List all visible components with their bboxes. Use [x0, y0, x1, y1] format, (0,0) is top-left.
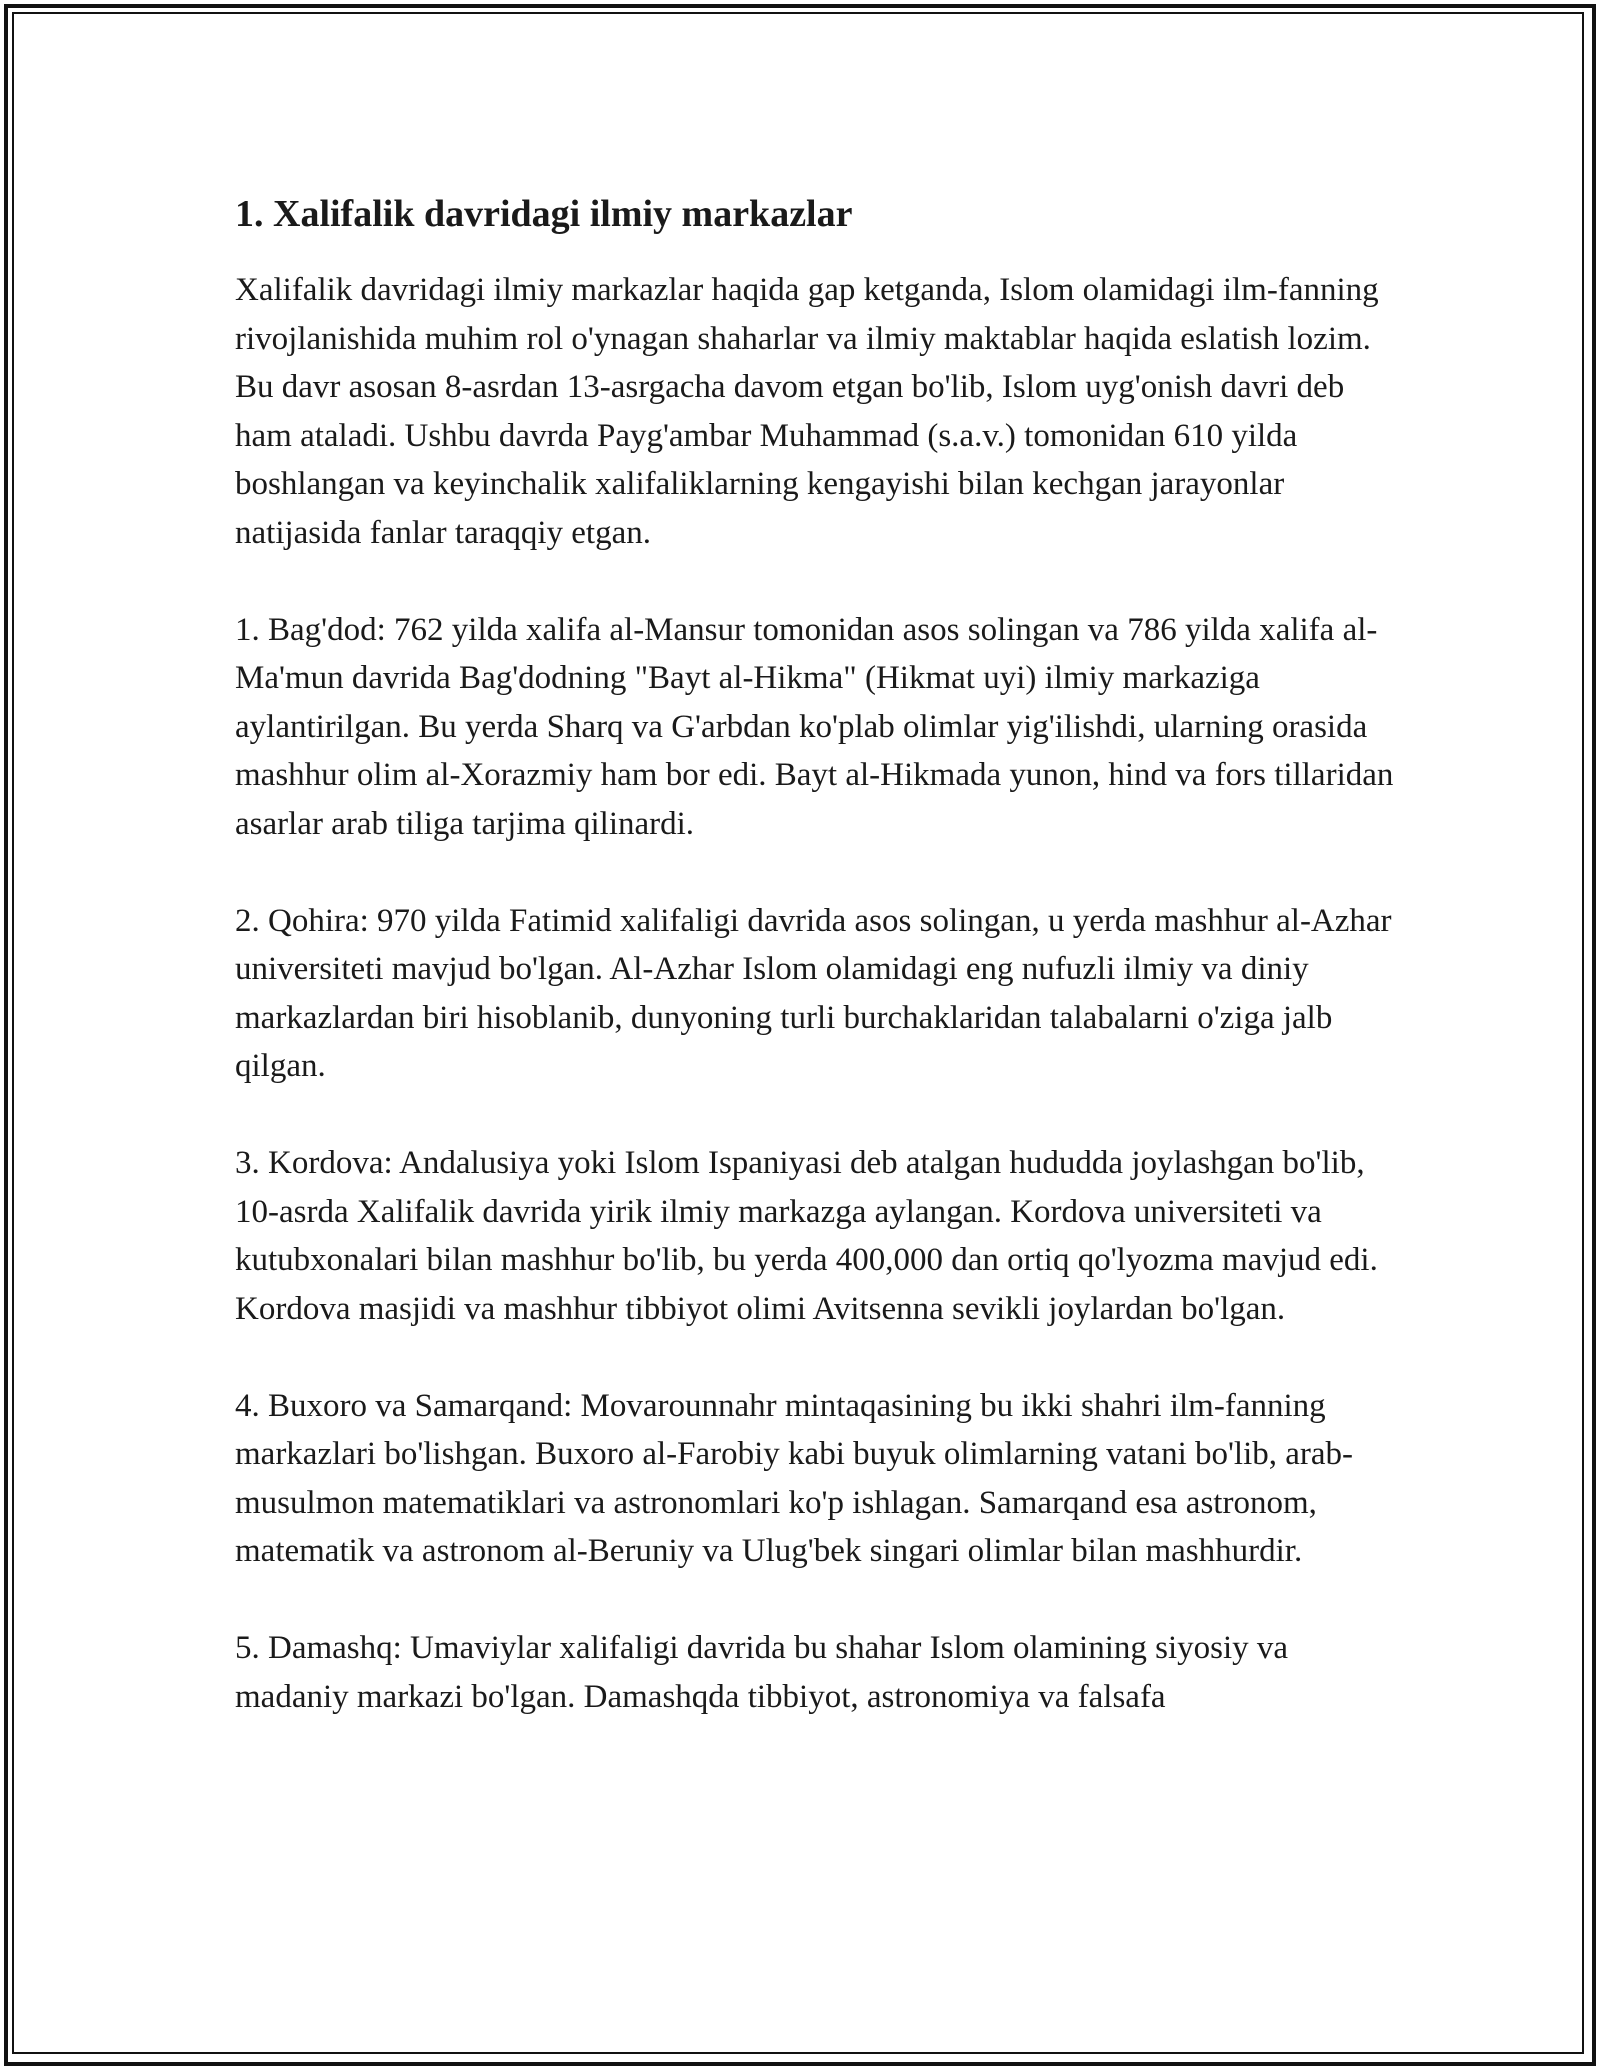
- paragraph-cordoba: 3. Kordova: Andalusiya yoki Islom Ispaniyasi deb atalgan hududda joylashgan bo'lib, 10-asrda Xalifalik davrida yirik ilmiy markazga aylangan. Kordova universiteti va kutubxonalari bilan mashhur bo'lib, bu yerda 400,000 dan ortiq qo'lyozma mavjud edi. Kordova masjidi va mashhur tibbiyot olimi Avitsenna sevikli joylardan bo'lgan.: [235, 1145, 1378, 1327]
- paragraph-bukhara-samarkand: 4. Buxoro va Samarqand: Movarounnahr mintaqasining bu ikki shahri ilm-fanning markazlari bo'lishgan. Buxoro al-Farobiy kabi buyuk olimlarning vatani bo'lib, arab-musulmon matematiklari va astronomlari ko'p ishlagan. Samarqand esa astronom, matematik va astronom al-Beruniy va Ulug'bek singari olimlar bilan mashhurdir.: [235, 1387, 1354, 1569]
- intro-paragraph: Xalifalik davridagi ilmiy markazlar haqida gap ketganda, Islom olamidagi ilm-fanning rivojlanishida muhim rol o'ynagan shaharlar va ilmiy maktablar haqida eslatish lozim. Bu davr asosan 8-asrdan 13-asrgacha davom etgan bo'lib, Islom uyg'onish davri deb ham ataladi. Ushbu davrda Payg'ambar Muhammad (s.a.v.) tomonidan 610 yilda boshlangan va keyinchalik xalifaliklarning kengayishi bilan kechgan jarayonlar natijasida fanlar taraqqiy etgan.: [235, 272, 1379, 551]
- paragraph-damascus: 5. Damashq: Umaviylar xalifaligi davrida bu shahar Islom olamining siyosiy va madaniy markazi bo'lgan. Damashqda tibbiyot, astronomiya va falsafa: [235, 1630, 1289, 1715]
- document-title: 1. Xalifalik davridagi ilmiy markazlar: [235, 193, 853, 235]
- paragraph-baghdad: 1. Bag'dod: 762 yilda xalifa al-Mansur tomonidan asos solingan va 786 yilda xalifa al-Ma'mun davrida Bag'dodning "Bayt al-Hikma" (Hikmat uyi) ilmiy markaziga aylantirilgan. Bu yerda Sharq va G'arbdan ko'plab olimlar yig'ilishdi, ularning orasida mashhur olim al-Xorazmiy ham bor edi. Bayt al-Hikmada yunon, hind va fors tillaridan asarlar arab tiliga tarjima qilinardi.: [235, 611, 1394, 842]
- document-body: [235, 188, 1395, 1770]
- paragraph-cairo: 2. Qohira: 970 yilda Fatimid xalifaligi davrida asos solingan, u yerda mashhur al-Azhar universiteti mavjud bo'lgan. Al-Azhar Islom olamidagi eng nufuzli ilmiy va diniy markazlardan biri hisoblanib, dunyoning turli burchaklaridan talabalarni o'ziga jalb qilgan.: [235, 902, 1392, 1084]
